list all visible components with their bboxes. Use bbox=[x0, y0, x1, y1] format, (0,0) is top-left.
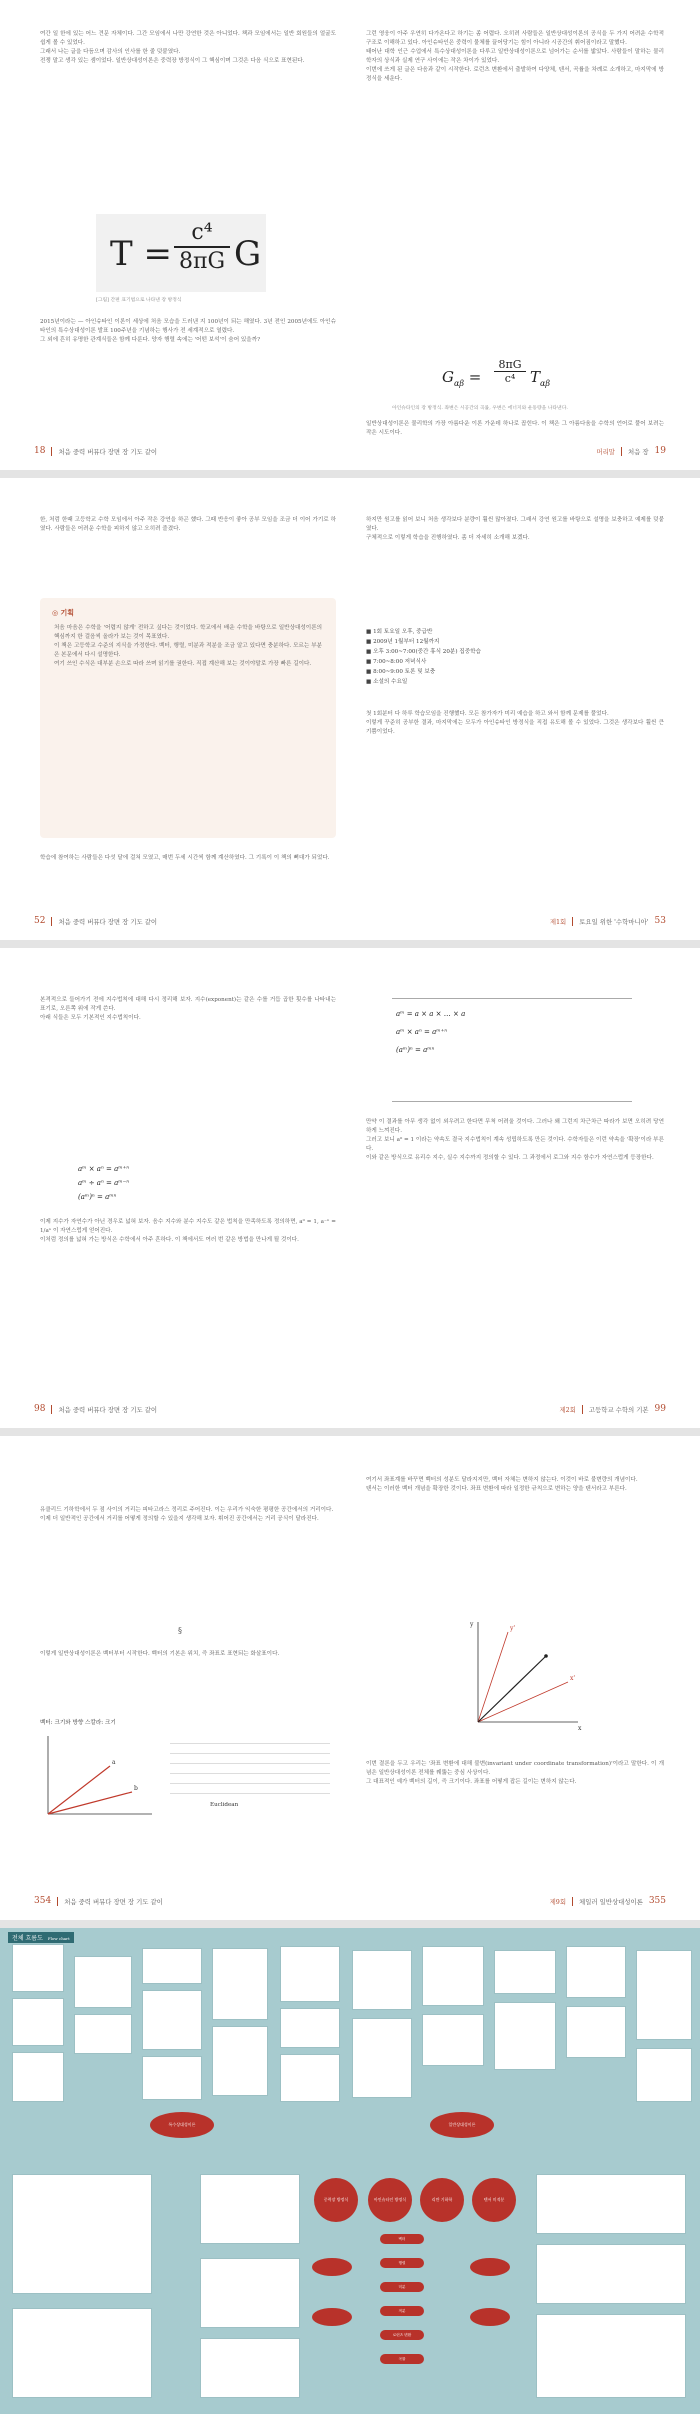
page-53 bbox=[352, 478, 684, 940]
formula-T: T = bbox=[110, 234, 172, 274]
flow-box bbox=[200, 2174, 300, 2244]
page-354 bbox=[18, 1436, 350, 1920]
paragraph: 그 대표적인 예가 벡터의 길이, 즉 크기이다. 좌표를 어떻게 잡든 길이는 변하지 않는다. bbox=[366, 1779, 577, 1786]
flow-pill: 곡률 bbox=[380, 2354, 424, 2364]
paragraph: 여간 일 한에 있는 어느 견문 자체이다. 그간 모임에서 나만 강연한 것은 아니었다. 책과 모임에서는 일반 회원들의 얼굴도 쉽게 볼 수 있었다. bbox=[40, 31, 336, 47]
vector-label-a: a bbox=[112, 1759, 116, 1766]
paragraph: 이와 같은 방식으로 유리수 지수, 실수 지수까지 정의할 수 있다. 그 과정에서 로그와 지수 함수가 자연스럽게 등장한다. bbox=[366, 1155, 654, 1162]
flow-oval-small bbox=[470, 2308, 510, 2326]
flow-box bbox=[536, 2314, 686, 2398]
footer-divider bbox=[572, 1897, 573, 1906]
equation: (aᵐ)ⁿ = aᵐⁿ bbox=[78, 1193, 117, 1201]
page-footer bbox=[550, 916, 666, 926]
body-text bbox=[40, 1506, 336, 1606]
page-52 bbox=[18, 478, 350, 940]
figure-caption: 아인슈타인의 장 방정식. 좌변은 시공간의 곡률, 우변은 에너지와 운동량을 나타낸다. bbox=[392, 406, 568, 411]
spread-separator bbox=[0, 940, 700, 948]
page-number: 98 bbox=[34, 1404, 46, 1414]
flow-oval: 아인슈타인 방정식 bbox=[368, 2178, 412, 2222]
flow-box bbox=[74, 2014, 132, 2054]
footer-chapter: 제2회 bbox=[559, 1405, 576, 1414]
footer-chapter: 제1회 bbox=[549, 917, 567, 926]
page-98 bbox=[18, 948, 350, 1428]
flow-box bbox=[142, 2056, 202, 2100]
flow-oval: 중력장 방정식 bbox=[314, 2178, 358, 2222]
flow-box bbox=[142, 1990, 202, 2050]
flow-pill: 미분 bbox=[380, 2282, 424, 2292]
flowchart-title: 전체 흐름도 bbox=[12, 1935, 43, 1942]
paragraph: 이번 결론을 두고 우리는 '좌표 변환에 대해 불변(invariant under coordinate transformation)'이라고 말한다. 이 개념은 일반상대성이론 전체를 꿰뚫는 중심 사상이다. bbox=[366, 1761, 664, 1777]
spread-separator bbox=[0, 1920, 700, 1928]
list-item: ■ 오후 3:00~7:00(중간 휴식 20분) 집중학습 bbox=[366, 649, 481, 656]
paragraph: 처음 마음은 수학을 '어렵지 않게' 전하고 싶다는 것이었다. 학교에서 배운 수학을 바탕으로 일반상대성이론의 핵심까지 한 걸음씩 올라가 보는 것이 목표였다. bbox=[54, 625, 322, 641]
flow-oval: 일반상대성이론 bbox=[430, 2112, 494, 2138]
paragraph: 그러고 보니 a⁰ = 1 이라는 약속도 결국 지수법칙이 계속 성립하도록 만든 것이다. 수학자들은 이런 약속을 '확장'이라 부른다. bbox=[366, 1137, 664, 1153]
paragraph: 이제 지수가 자연수가 아닌 경우로 넓혀 보자. 음수 지수와 분수 지수도 같은 법칙을 만족하도록 정의하면, a⁰ = 1, a⁻ⁿ = 1/aⁿ 이 자연스럽게 얻어진다. bbox=[40, 1219, 336, 1235]
flow-box bbox=[280, 2054, 340, 2102]
list-item: ■ 7:00~8:00 저녁식사 bbox=[366, 659, 427, 666]
section-marker: § bbox=[178, 1626, 182, 1635]
flow-pill: 로런츠 변환 bbox=[380, 2330, 424, 2340]
flow-box bbox=[280, 1946, 340, 2002]
exponent-laws bbox=[78, 1162, 129, 1204]
page-footer bbox=[34, 446, 157, 456]
paragraph: 본격적으로 들어가기 전에 지수법칙에 대해 다시 정리해 보자. 지수(exponent)는 같은 수를 거듭 곱한 횟수를 나타내는 표기로, 오른쪽 위에 작게 쓴다. bbox=[40, 997, 336, 1013]
vector-diagram bbox=[40, 1730, 160, 1830]
spread-1 bbox=[0, 0, 700, 470]
figure-caption: [그림] 간편 표기법으로 나타낸 장 방정식 bbox=[96, 298, 182, 303]
vector-label-b: b bbox=[134, 1785, 138, 1792]
page-number: 18 bbox=[34, 446, 46, 456]
spread-4 bbox=[0, 1436, 700, 1920]
flow-box bbox=[142, 1948, 202, 1984]
axis-label-x-prime: x' bbox=[570, 1675, 576, 1682]
flow-box bbox=[74, 1956, 132, 2008]
flow-box bbox=[212, 1948, 268, 2020]
flow-box bbox=[12, 1944, 64, 1992]
flow-pill: 행렬 bbox=[380, 2258, 424, 2268]
box-text bbox=[54, 624, 322, 830]
paragraph: 그 외에 흔히 유명한 관계식들은 함께 다룬다. 양자 행렬 속에는 '어떤 보석'이 숨어 있을까? bbox=[40, 337, 261, 344]
axis-label-x: x bbox=[578, 1725, 582, 1732]
G-alpha-beta: $G_{\alpha\beta}$ = bbox=[442, 368, 482, 388]
flow-oval: 특수상대성이론 bbox=[150, 2112, 214, 2138]
flow-box bbox=[422, 1946, 484, 2006]
running-title: 체일러 일반상대성이론 bbox=[579, 1897, 643, 1906]
vector-formulas bbox=[170, 1734, 330, 1794]
flow-box bbox=[566, 1946, 626, 1998]
flow-oval-small bbox=[312, 2308, 352, 2326]
paragraph: 첫 1회분터 다 하루 학습모임을 진행했다. 모든 참가자가 미리 예습을 하고 와서 함께 문제를 풀었다. bbox=[366, 711, 609, 717]
numerator: c⁴ bbox=[191, 220, 213, 245]
page-number: 355 bbox=[648, 1896, 666, 1906]
paragraph: 만약 이 결과를 아무 생각 없이 외우려고 한다면 무척 어려울 것이다. 그러나 왜 그런지 차근차근 따라가 보면 오히려 당연하게 느껴진다. bbox=[366, 1119, 664, 1135]
body-text bbox=[366, 420, 664, 444]
running-title: 처음 장 bbox=[627, 447, 649, 456]
paragraph: 한, 처럼 한때 고등학교 수학 모임에서 아주 작은 강연을 하곤 했다. 그때 반응이 좋아 공부 모임을 조금 더 이어 가기로 하였다. 사람들은 어려운 수학을 피하지 않고 오히려 즐겼다. bbox=[40, 517, 336, 533]
page-355 bbox=[352, 1436, 684, 1920]
body-text bbox=[40, 1650, 336, 1710]
flow-box bbox=[494, 2002, 556, 2070]
paragraph: 유클리드 기하학에서 두 점 사이의 거리는 피타고라스 정리로 주어진다. 이는 우리가 익숙한 평평한 공간에서의 거리이다. bbox=[40, 1507, 334, 1513]
planning-box bbox=[40, 598, 336, 838]
coordinate-rotation-figure bbox=[448, 1612, 588, 1752]
footer-divider bbox=[582, 1405, 583, 1414]
body-text bbox=[366, 30, 664, 330]
T-alpha-beta: $T_{\alpha\beta}$ bbox=[530, 368, 551, 388]
page-footer bbox=[596, 446, 666, 456]
flow-oval: 텐서 미적분 bbox=[472, 2178, 516, 2222]
page-number: 53 bbox=[654, 916, 666, 926]
page-19 bbox=[352, 0, 684, 470]
paragraph: 그래서 나는 글을 다듬으며 감사의 인사를 한 줄 덧붙였다. bbox=[40, 49, 181, 56]
body-text bbox=[40, 854, 336, 904]
body-text bbox=[366, 1476, 664, 1602]
footer-divider bbox=[51, 447, 52, 456]
flow-box bbox=[12, 2052, 64, 2102]
body-text bbox=[40, 1218, 336, 1378]
paragraph: 하지만 원고를 읽어 보니 처음 생각보다 분량이 훨씬 많아졌다. 그래서 강연 원고를 바탕으로 설명을 보충하고 예제를 덧붙였다. bbox=[366, 517, 664, 533]
footer-chapter: 머리말 bbox=[596, 447, 615, 456]
spread-separator bbox=[0, 470, 700, 478]
body-text bbox=[40, 996, 336, 1146]
formula-G: G bbox=[234, 234, 262, 274]
page-number: 99 bbox=[654, 1404, 666, 1414]
paragraph: 구체적으로 이렇게 학습을 진행하였다. 좀 더 자세히 소개해 보겠다. bbox=[366, 535, 530, 542]
page-footer bbox=[34, 1896, 163, 1906]
flow-box bbox=[12, 1998, 64, 2046]
einstein-formula-figure bbox=[96, 214, 266, 292]
figure-title: 벡터: 크기와 방향 스칼라: 크기 bbox=[40, 1720, 116, 1726]
vector-figure bbox=[40, 1718, 336, 1838]
denominator: 8πG bbox=[178, 249, 226, 274]
spread-separator bbox=[0, 1428, 700, 1436]
flow-box bbox=[566, 2006, 626, 2058]
flow-box bbox=[352, 2018, 412, 2098]
flowchart-spread bbox=[0, 1928, 700, 2414]
flow-box bbox=[636, 2048, 692, 2102]
paragraph: 학습에 참여하는 사람들은 다섯 달에 걸쳐 모였고, 매번 두세 시간씩 함께 계산하였다. 그 기록이 이 책의 뼈대가 되었다. bbox=[40, 855, 330, 861]
running-title: 처음 중력 버뮤다 장면 장 기도 같이 bbox=[58, 1405, 158, 1414]
exponent-derivation bbox=[392, 998, 632, 1102]
paragraph: 이 책은 고등학교 수준의 지식을 가정한다. 벡터, 행렬, 미분과 적분을 조금 알고 있다면 충분하다. 모르는 부분은 본문에서 다시 설명한다. bbox=[54, 643, 322, 659]
list-item: ■ 2009년 1월부터 12월까지 bbox=[366, 639, 440, 646]
flow-box bbox=[536, 2244, 686, 2304]
running-title: 처음 중력 버뮤다 장면 장 기도 같이 bbox=[58, 917, 158, 926]
euclidean-label: Euclidean bbox=[210, 1802, 239, 1808]
page-footer bbox=[34, 916, 157, 926]
spread-2 bbox=[0, 478, 700, 940]
flow-box bbox=[12, 2308, 152, 2398]
equation: aᵐ × aⁿ = aᵐ⁺ⁿ bbox=[396, 1028, 448, 1037]
footer-divider bbox=[57, 1897, 58, 1906]
paragraph: 이번에 쓰게 된 글은 다음과 같이 시작한다. 로런츠 변환에서 출발하여 다양체, 텐서, 곡률을 차례로 소개하고, 마지막에 방정식을 세운다. bbox=[366, 67, 664, 83]
body-text bbox=[366, 1760, 664, 1870]
paragraph: 이제 더 일반적인 공간에서 거리를 어떻게 정의할 수 있을지 생각해 보자. 휘어진 공간에서는 거리 공식이 달라진다. bbox=[40, 1516, 319, 1523]
field-equation-figure bbox=[442, 358, 592, 398]
running-title: 토요일 위한 '수학마니아' bbox=[579, 917, 649, 926]
flow-box bbox=[422, 2014, 484, 2066]
flow-oval-small bbox=[470, 2258, 510, 2276]
flow-box bbox=[494, 1950, 556, 1994]
body-text bbox=[40, 30, 336, 200]
running-title: 처음 중력 버뮤다 장면 장 기도 같이 bbox=[64, 1897, 163, 1906]
box-title: ◎ 기획 bbox=[52, 608, 75, 617]
flow-box bbox=[636, 1950, 692, 2040]
page-footer bbox=[34, 1404, 157, 1414]
paragraph: 일반상대성이론은 물리학의 가장 아름다운 이론 가운데 하나로 꼽힌다. 이 책은 그 아름다움을 수학의 언어로 풀어 보려는 작은 시도이다. bbox=[366, 421, 664, 437]
fraction-bar bbox=[174, 246, 230, 248]
paragraph: 텐서는 이러한 벡터 개념을 확장한 것이다. 좌표 변환에 따라 일정한 규칙으로 변하는 양을 텐서라고 부른다. bbox=[366, 1486, 627, 1493]
equation: (aᵐ)ⁿ = aᵐⁿ bbox=[396, 1046, 435, 1055]
list-item: ■ 8:00~9:00 토론 및 보충 bbox=[366, 669, 436, 676]
footer-divider bbox=[51, 1405, 52, 1414]
running-title: 처음 중력 버뮤다 장면 장 기도 같이 bbox=[58, 447, 158, 456]
paragraph: 2015년이라는 — 아인슈타인 이론이 세상에 처음 모습을 드러낸 지 100년이 되는 해였다. 3년 전인 2005년에도 아인슈타인의 특수상대성이론 발표 100주년을 기념하는 행사가 전 세계적으로 열렸다. bbox=[40, 319, 336, 335]
paragraph: 여기 쓰인 수식은 대부분 손으로 따라 쓰며 읽기를 권한다. 직접 계산해 보는 것이야말로 가장 빠른 길이다. bbox=[54, 661, 312, 668]
flowchart-subtitle: Flow chart bbox=[47, 1936, 70, 1941]
flow-box bbox=[280, 2008, 340, 2048]
paragraph: 이렇게 꾸준히 공부한 결과, 마지막에는 모두가 아인슈타인 방정식을 직접 유도해 볼 수 있었다. 그것은 생각보다 훨씬 큰 기쁨이었다. bbox=[366, 720, 664, 736]
footer-divider bbox=[621, 447, 622, 456]
flow-pill: 벡터 bbox=[380, 2234, 424, 2244]
paragraph: 이처럼 정의를 넓혀 가는 방식은 수학에서 아주 흔하다. 이 책에서도 여러 번 같은 방법을 만나게 될 것이다. bbox=[40, 1237, 299, 1244]
page-number: 52 bbox=[34, 916, 46, 926]
body-text bbox=[366, 710, 664, 896]
paragraph: 아래 식들은 모두 기본적인 지수법칙이다. bbox=[40, 1015, 141, 1022]
paragraph: 이렇게 일반상대성이론은 벡터부터 시작한다. 벡터의 기본은 위치, 즉 좌표로 표현되는 화살표이다. bbox=[40, 1651, 280, 1657]
flow-box bbox=[12, 2174, 152, 2294]
page-footer bbox=[550, 1896, 666, 1906]
paragraph: 여기서 좌표계를 바꾸면 벡터의 성분도 달라지지만, 벡터 자체는 변하지 않는다. 이것이 바로 불변량의 개념이다. bbox=[366, 1477, 638, 1483]
page-number: 354 bbox=[34, 1896, 52, 1906]
flow-oval: 리만 기하학 bbox=[420, 2178, 464, 2222]
equation-fraction: 8πG c⁴ bbox=[494, 358, 526, 385]
formula-fraction bbox=[174, 220, 230, 274]
body-text bbox=[366, 516, 664, 616]
equation: aᵐ ÷ aⁿ = aᵐ⁻ⁿ bbox=[78, 1179, 130, 1187]
footer-divider bbox=[572, 917, 573, 926]
page-18 bbox=[18, 0, 350, 470]
paragraph: 그런 영웅이 아주 우연히 다가온다고 하기는 좀 어렵다. 오히려 사람들은 일반상대성이론의 공식을 두 가지 어려운 수학적 구조로 이해하고 있다. 아인슈타인은 중력이 물체를 끌어당기는 힘이 아니라 시공간의 휘어짐이라고 말했다. bbox=[366, 31, 664, 47]
flow-box bbox=[200, 2258, 300, 2328]
page-footer bbox=[560, 1404, 667, 1414]
schedule-list bbox=[366, 628, 664, 700]
body-text bbox=[366, 1118, 664, 1368]
page-99 bbox=[352, 948, 684, 1428]
running-title: 고등학교 수학의 기본 bbox=[588, 1405, 649, 1414]
page-number: 19 bbox=[654, 446, 666, 456]
spread-3 bbox=[0, 948, 700, 1428]
flow-box bbox=[352, 1950, 412, 2010]
flow-box bbox=[212, 2026, 268, 2096]
body-text bbox=[40, 516, 336, 566]
list-item: ■ 1회 토요일 오후, 중급반 bbox=[366, 629, 433, 635]
flowchart-header bbox=[8, 1932, 74, 1943]
footer-chapter: 제9회 bbox=[549, 1897, 567, 1906]
flow-box bbox=[200, 2338, 300, 2398]
footer-divider bbox=[51, 917, 52, 926]
equation: aᵐ × aⁿ = aᵐ⁺ⁿ bbox=[78, 1165, 130, 1173]
axis-label-y: y bbox=[470, 1621, 474, 1628]
list-item: ■ 소설의 수요일 bbox=[366, 679, 408, 686]
paragraph: 태어난 대학 인근 수업에서 특수상대성이론을 다루고 일반상대성이론으로 넘어가는 순서를 밟았다. 사람들이 말하는 물리학자의 상식과 실제 연구 사이에는 작은 차이가 있었다. bbox=[366, 49, 664, 65]
axis-label-y-prime: y' bbox=[510, 1625, 516, 1632]
paragraph: 전쟁 말고 생각 있는 셈이었다. 일반상대성이론은 중력장 방정식이 그 핵심이며 그것은 다음 식으로 표현된다. bbox=[40, 58, 305, 65]
flow-pill: 적분 bbox=[380, 2306, 424, 2316]
flow-oval-small bbox=[312, 2258, 352, 2276]
body-text bbox=[40, 318, 336, 428]
flow-box bbox=[536, 2174, 686, 2234]
equation: aᵐ = a × a × … × a bbox=[396, 1010, 466, 1018]
